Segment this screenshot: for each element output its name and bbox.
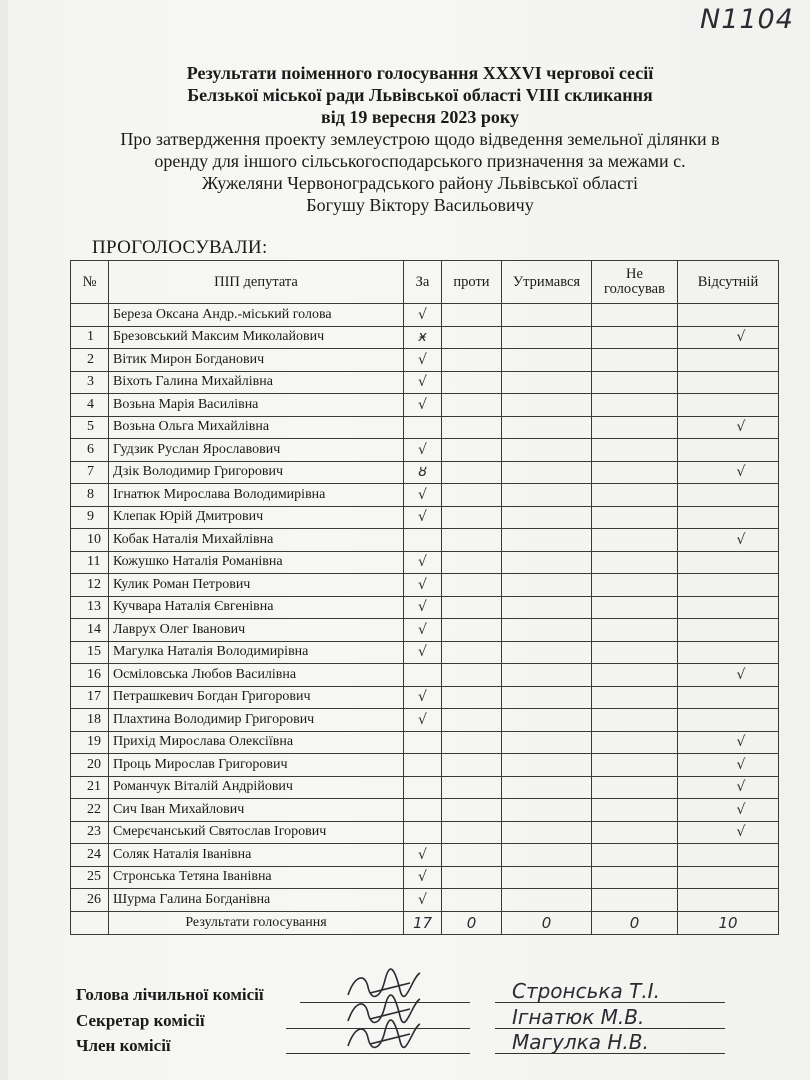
cell-name: Кобак Наталія Михайлівна [109,529,404,552]
cell-vid: √ [678,799,779,822]
cell-n: 9 [71,506,109,529]
cell-vid: √ [678,821,779,844]
cell-n: 5 [71,416,109,439]
cell-ne [592,686,678,709]
cell-n: 11 [71,551,109,574]
results-ne: 0 [592,911,678,934]
cell-utr [502,326,592,349]
cell-proty [442,619,502,642]
table-row [71,641,779,664]
cell-name: Лаврух Олег Іванович [109,619,404,642]
cell-vid [678,686,779,709]
cell-proty [442,664,502,687]
table-row [71,754,779,777]
section-label: ПРОГОЛОСУВАЛИ: [92,237,268,258]
cell-ne [592,754,678,777]
cell-ne [592,776,678,799]
cell-utr [502,461,592,484]
cell-utr [502,844,592,867]
cell-utr [502,551,592,574]
cell-name: Петрашкевич Богдан Григорович [109,686,404,709]
cell-name: Соляк Наталія Іванівна [109,844,404,867]
cell-utr [502,596,592,619]
cell-za: √ [404,889,442,912]
cell-proty [442,349,502,372]
cell-name: Кожушко Наталія Романівна [109,551,404,574]
cell-za: √ [404,304,442,327]
signatory-name: Магулка Н.В. [512,1030,649,1054]
cell-n: 3 [71,371,109,394]
cell-utr [502,664,592,687]
table-row [71,461,779,484]
cell-za [404,731,442,754]
cell-name: Береза Оксана Андр.-міський голова [109,304,404,327]
cell-ne [592,731,678,754]
cell-ne [592,304,678,327]
cell-ne [592,416,678,439]
cell-vid [678,866,779,889]
cell-proty [442,889,502,912]
header-line-6: Жужеляни Червоноградського району Львівської області [201,173,639,193]
cell-utr [502,821,592,844]
cell-name: Осміловська Любов Василівна [109,664,404,687]
col-for: За [404,261,442,304]
cell-name: Ігнатюк Мирослава Володимирівна [109,484,404,507]
cell-proty [442,461,502,484]
cell-name: Проць Мирослав Григорович [109,754,404,777]
cell-name: Вітик Мирон Богданович [109,349,404,372]
table-row [71,619,779,642]
cell-za [404,664,442,687]
cell-vid [678,371,779,394]
cell-n: 10 [71,529,109,552]
cell-za: √ [404,844,442,867]
table-row [71,596,779,619]
cell-utr [502,889,592,912]
cell-n: 12 [71,574,109,597]
cell-n: 7 [71,461,109,484]
cell-name: Кулик Роман Петрович [109,574,404,597]
header-line-4: Про затвердження проекту землеустрою щодо відведення земельної ділянки в [120,129,720,149]
results-utr: 0 [502,911,592,934]
table-row [71,551,779,574]
cell-n: 15 [71,641,109,664]
table-row [71,844,779,867]
cell-vid [678,889,779,912]
cell-utr [502,619,592,642]
cell-proty [442,484,502,507]
cell-proty [442,731,502,754]
cell-proty [442,529,502,552]
table-row [71,529,779,552]
cell-name: Віхоть Галина Михайлівна [109,371,404,394]
cell-ne [592,821,678,844]
cell-n: 6 [71,439,109,462]
cell-proty [442,394,502,417]
cell-za [404,799,442,822]
cell-utr [502,731,592,754]
cell-n [71,304,109,327]
cell-ne [592,326,678,349]
cell-za: ӿ [404,326,442,349]
cell-vid [678,349,779,372]
cell-vid: √ [678,731,779,754]
header-line-7: Богушу Віктору Васильовичу [306,195,534,215]
cell-utr [502,529,592,552]
table-row [71,304,779,327]
cell-proty [442,821,502,844]
cell-n: 2 [71,349,109,372]
cell-vid [678,709,779,732]
cell-za: √ [404,371,442,394]
cell-proty [442,551,502,574]
cell-name: Плахтина Володимир Григорович [109,709,404,732]
cell-za: √ [404,394,442,417]
cell-name: Брезовський Максим Миколайович [109,326,404,349]
cell-ne [592,506,678,529]
table-row [71,731,779,754]
table-row [71,326,779,349]
cell-utr [502,439,592,462]
table-row [71,889,779,912]
table-header-row [71,261,779,304]
cell-ne [592,664,678,687]
cell-n: 16 [71,664,109,687]
cell-za: √ [404,686,442,709]
cell-utr [502,799,592,822]
table-row [71,371,779,394]
results-proty: 0 [442,911,502,934]
cell-vid [678,484,779,507]
cell-vid [678,439,779,462]
cell-vid [678,844,779,867]
voting-table [70,260,779,935]
cell-ne [592,641,678,664]
cell-n: 25 [71,866,109,889]
cell-n: 4 [71,394,109,417]
cell-ne [592,596,678,619]
cell-n: 19 [71,731,109,754]
cell-proty [442,866,502,889]
cell-utr [502,349,592,372]
table-row [71,574,779,597]
cell-ne [592,484,678,507]
cell-za: √ [404,596,442,619]
cell-vid [678,641,779,664]
cell-n: 20 [71,754,109,777]
cell-za [404,529,442,552]
cell-name: Сич Іван Михайлович [109,799,404,822]
cell-utr [502,394,592,417]
cell-ne [592,439,678,462]
cell-vid [678,304,779,327]
cell-n: 8 [71,484,109,507]
document-header [80,62,760,216]
signature-role: Секретар комісії [76,1011,205,1030]
cell-name: Магулка Наталія Володимирівна [109,641,404,664]
cell-proty [442,754,502,777]
cell-za [404,416,442,439]
cell-name: Дзік Володимир Григорович [109,461,404,484]
cell-n: 17 [71,686,109,709]
cell-vid: √ [678,776,779,799]
cell-za: √ [404,619,442,642]
cell-ne [592,371,678,394]
cell-za: √ [404,574,442,597]
cell-utr [502,506,592,529]
cell-utr [502,484,592,507]
signatory-name: Стронська Т.І. [512,979,660,1003]
signature-role: Голова лічильної комісії [76,985,264,1004]
cell-vid: √ [678,529,779,552]
cell-ne [592,709,678,732]
cell-name: Шурма Галина Богданівна [109,889,404,912]
cell-utr [502,686,592,709]
cell-proty [442,686,502,709]
table-row [71,866,779,889]
table-row [71,709,779,732]
table-body [71,304,779,935]
cell-name: Смерєчанський Святослав Ігорович [109,821,404,844]
header-line-1: Результати поіменного голосування XXXVI чергової сесії [186,63,654,83]
cell-n: 24 [71,844,109,867]
cell-vid: √ [678,326,779,349]
cell-utr [502,574,592,597]
cell-za [404,776,442,799]
cell-utr [502,866,592,889]
cell-n: 21 [71,776,109,799]
cell-proty [442,506,502,529]
cell-name: Клепак Юрій Дмитрович [109,506,404,529]
cell-vid [678,506,779,529]
table-row [71,664,779,687]
cell-vid: √ [678,461,779,484]
col-against: проти [442,261,502,304]
document-number: N1104 [700,4,794,35]
table-row [71,439,779,462]
cell-vid [678,551,779,574]
cell-proty [442,709,502,732]
cell-ne [592,619,678,642]
cell-za: √ [404,439,442,462]
cell-name: Стронська Тетяна Іванівна [109,866,404,889]
cell-proty [442,799,502,822]
cell-utr [502,416,592,439]
cell-n: 26 [71,889,109,912]
cell-vid [678,394,779,417]
table-row [71,394,779,417]
cell-name: Возьна Ольга Михайлівна [109,416,404,439]
cell-proty [442,326,502,349]
table-row [71,484,779,507]
cell-za: ȣ [404,461,442,484]
table-row [71,416,779,439]
col-number: № [71,261,109,304]
cell-proty [442,439,502,462]
cell-ne [592,529,678,552]
results-label: Результати голосування [109,911,404,934]
col-deputy-name: ПІП депутата [109,261,404,304]
cell-name: Прихід Мирослава Олексіївна [109,731,404,754]
table-row [71,799,779,822]
cell-n: 14 [71,619,109,642]
cell-vid: √ [678,754,779,777]
cell-ne [592,394,678,417]
cell-name: Гудзик Руслан Ярославович [109,439,404,462]
results-za: 17 [404,911,442,934]
cell-n: 22 [71,799,109,822]
cell-utr [502,754,592,777]
table-row [71,686,779,709]
cell-ne [592,349,678,372]
cell-ne [592,574,678,597]
cell-proty [442,416,502,439]
signature-role: Член комісії [76,1036,171,1055]
cell-ne [592,889,678,912]
cell-utr [502,304,592,327]
cell-utr [502,641,592,664]
table-row [71,506,779,529]
cell-ne [592,551,678,574]
cell-za [404,821,442,844]
cell-ne [592,866,678,889]
cell-vid: √ [678,664,779,687]
col-not-voted: Не голосував [592,261,678,304]
table-row [71,821,779,844]
cell-proty [442,844,502,867]
table-row [71,776,779,799]
cell-za: √ [404,506,442,529]
cell-utr [502,776,592,799]
header-line-5: оренду для іншого сільськогосподарського призначення за межами с. [154,151,686,171]
cell-vid [678,574,779,597]
cell-proty [442,574,502,597]
cell-n: 13 [71,596,109,619]
cell-proty [442,371,502,394]
cell-proty [442,641,502,664]
cell-za: √ [404,709,442,732]
cell-proty [442,596,502,619]
cell-vid: √ [678,416,779,439]
header-line-2: Белзької міської ради Львівської області VIII скликання [187,85,653,105]
cell-za: √ [404,551,442,574]
cell-name: Возьна Марія Василівна [109,394,404,417]
cell-za: √ [404,484,442,507]
cell-za [404,754,442,777]
cell-name: Романчук Віталій Андрійович [109,776,404,799]
cell-za: √ [404,641,442,664]
handwritten-signature [340,1016,430,1056]
col-abstained: Утримався [502,261,592,304]
cell-vid [678,596,779,619]
cell-ne [592,461,678,484]
cell-za: √ [404,349,442,372]
cell-n: 23 [71,821,109,844]
cell-vid [678,619,779,642]
signatory-name: Ігнатюк М.В. [512,1005,645,1029]
cell-utr [502,371,592,394]
table-row [71,349,779,372]
cell-proty [442,304,502,327]
cell-ne [592,844,678,867]
results-row [71,911,779,934]
cell-ne [592,799,678,822]
cell-utr [502,709,592,732]
header-line-3: від 19 вересня 2023 року [321,107,519,127]
cell-proty [442,776,502,799]
results-empty-cell [71,911,109,934]
cell-name: Кучвара Наталія Євгенівна [109,596,404,619]
cell-n: 18 [71,709,109,732]
cell-n: 1 [71,326,109,349]
col-absent: Відсутній [678,261,779,304]
results-vid: 10 [678,911,779,934]
cell-za: √ [404,866,442,889]
